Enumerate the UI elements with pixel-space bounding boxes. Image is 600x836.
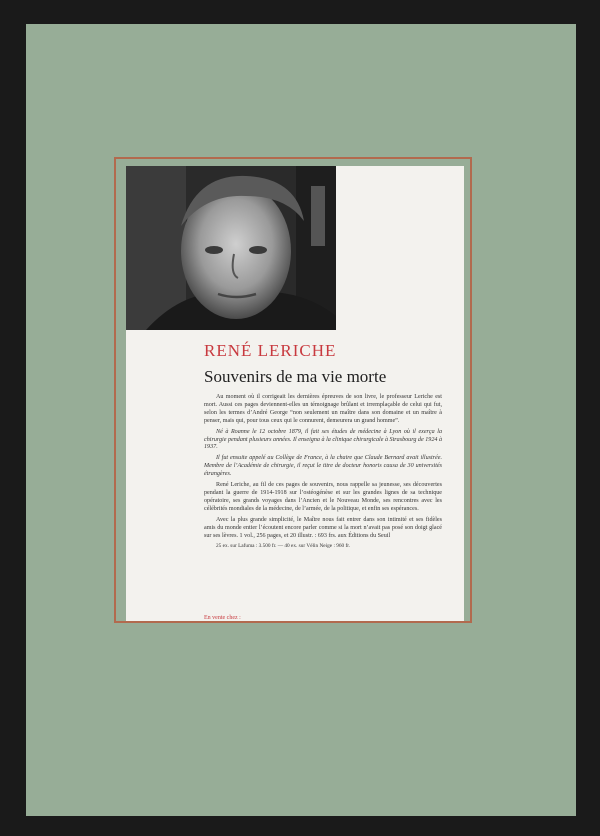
paragraph: Il fut ensuite appelé au Collège de France, à la chaire que Claude Bernard avait illustrée. Membre de l’Académie de chirurgie, il reçut le titre de docteur honoris causa de 30 universités étrangères.	[204, 455, 442, 478]
book-title: Souvenirs de ma vie morte	[204, 367, 387, 386]
author-name: RENÉ LERICHE	[204, 341, 337, 360]
description-text	[204, 394, 442, 551]
paragraph: Au moment où il corrigeait les dernières épreuves de son livre, le professeur Leriche est mort. Aussi ces pages deviennent-elles un témoignage brûlant et irremplaçable de celui qui fut, selon les termes d’André George “non seulement un maître dans son domaine et un maître à penser, mais qui, pour tous ceux qui le connurent, demeurera un grand homme”.	[204, 394, 442, 424]
edition-footnote: 25 ex. sur Lafuma : 3.500 fr. — 40 ex. sur Vélin Neige : 960 fr.	[216, 543, 351, 550]
paragraph: Avec la plus grande simplicité, le Maître nous fait entrer dans son intimité et ses fidèles amis du monde entier l’écoutent encore parler comme si la mort n’avait pas posé son doigt glacé sur ses lèvres. 1 vol., 256 pages, et 20 illustr. : 693 frs. aux Éditions du Seuil	[204, 516, 442, 539]
paragraph: René Leriche, au fil de ces pages de souvenirs, nous rappelle sa jeunesse, ses découvertes pendant la guerre de 1914-1918 sur l’ostéogénèse et sur les grandes lignes de sa technique opératoire, ses grands voyages dans l’Ancien et le Nouveau Monde, ses rencontres avec les célébrités mondiales de la médecine, de l’armée, de la politique, et enfin ses espérances.	[204, 482, 442, 512]
paragraph: Né à Roanne le 12 octobre 1879, il fait ses études de médecine à Lyon où il exerça la chirurgie pendant plusieurs années. Il enseigna à la clinique chirurgicale à Strasbourg de 1924 à 1937.	[204, 428, 442, 451]
red-tail-text: En vente chez :	[204, 615, 241, 621]
leaflet	[126, 166, 464, 621]
author-portrait	[126, 166, 336, 330]
